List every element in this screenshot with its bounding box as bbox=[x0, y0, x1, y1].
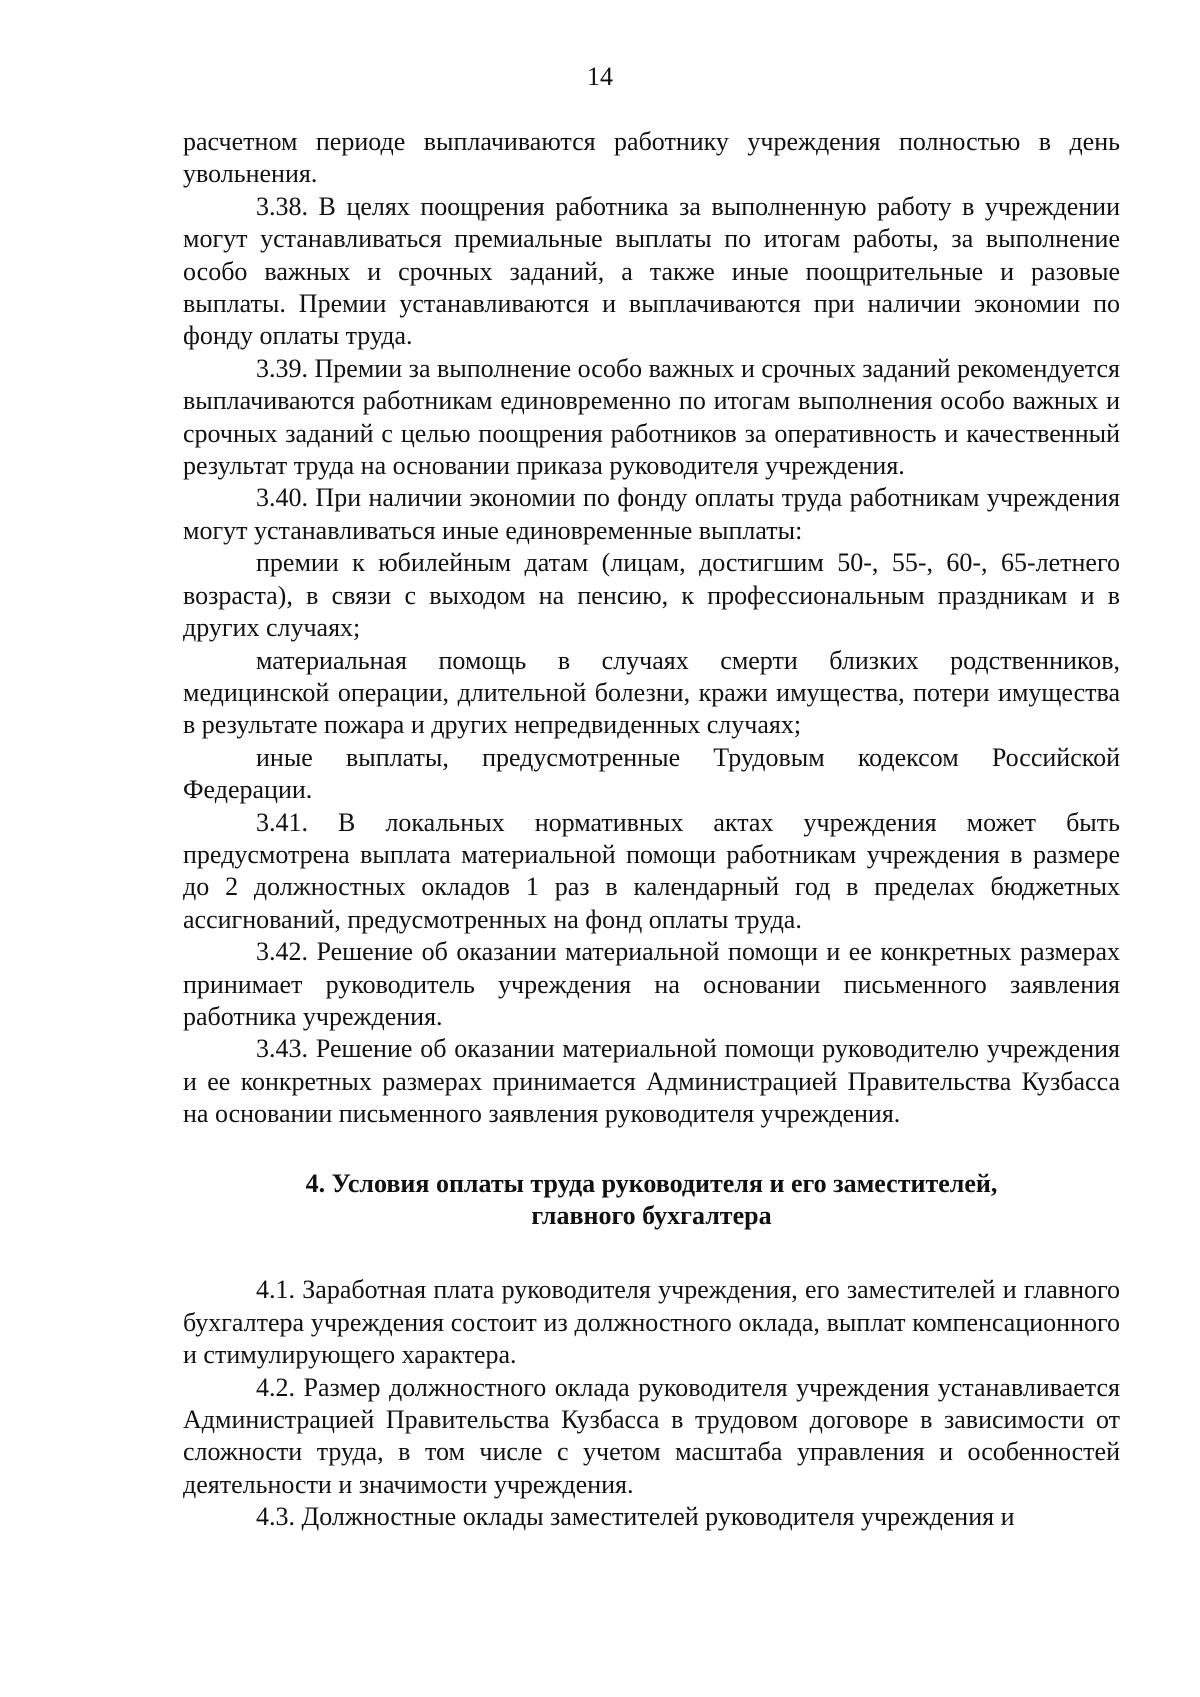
paragraph-4-2: 4.2. Размер должностного оклада руководителя учреждения устанавливается Администрацией Правительства Кузбасса в трудовом договоре в зависимости от сложности труда, в том числе с учетом масштаба управления и особенностей деятельности и значимости учреждения. bbox=[183, 1372, 1120, 1499]
paragraph-continuation: расчетном периоде выплачиваются работнику учреждения полностью в день увольнения. bbox=[183, 127, 1120, 189]
paragraph-4-1: 4.1. Заработная плата руководителя учреждения, его заместителей и главного бухгалтера учреждения состоит из должностного оклада, выплат компенсационного и стимулирующего характера. bbox=[183, 1275, 1120, 1370]
section-heading-line-1: 4. Условия оплаты труда руководителя и его заместителей, bbox=[305, 1168, 998, 1198]
document-body bbox=[183, 126, 1120, 1534]
paragraph-4-3: 4.3. Должностные оклады заместителей руководителя учреждения и bbox=[256, 1502, 1015, 1532]
section-heading-line-2: главного бухгалтера bbox=[531, 1201, 772, 1230]
list-item-other-payments: иные выплаты, предусмотренные Трудовым кодексом Российской Федерации. bbox=[183, 742, 1120, 805]
paragraph-3-42: 3.42. Решение об оказании материальной помощи и ее конкретных размерах принимает руководитель учреждения на основании письменного заявления работника учреждения. bbox=[183, 937, 1120, 1031]
list-item-anniversary-bonuses: премии к юбилейным датам (лицам, достигшим 50-, 55-, 60-, 65-летнего возраста), в связи с выходом на пенсию, к профессиональным праздникам и в других случаях; bbox=[183, 548, 1120, 643]
paragraph-3-39: 3.39. Премии за выполнение особо важных и срочных заданий рекомендуется выплачиваются работникам единовременно по итогам выполнения особо важных и срочных заданий с целью поощрения работников за оперативность и качественный результат труда на основании приказа руководителя учреждения. bbox=[183, 353, 1120, 481]
paragraph-3-38: 3.38. В целях поощрения работника за выполненную работу в учреждении могут устанавливаться премиальные выплаты по итогам работы, за выполнение особо важных и срочных заданий, а также иные поощрительные и разовые выплаты. Премии устанавливаются и выплачиваются при наличии экономии по фонду оплаты труда. bbox=[183, 191, 1120, 351]
paragraph-3-43: 3.43. Решение об оказании материальной помощи руководителю учреждения и ее конкретных размерах принимается Администрацией Правительства Кузбасса на основании письменного заявления руководителя учреждения. bbox=[183, 1034, 1120, 1129]
paragraph-3-40: 3.40. При наличии экономии по фонду оплаты труда работникам учреждения могут устанавливаться иные единовременные выплаты: bbox=[183, 483, 1120, 545]
section-heading bbox=[183, 1168, 1120, 1233]
paragraph-3-41: 3.41. В локальных нормативных актах учреждения может быть предусмотрена выплата материальной помощи работникам учреждения в размере до 2 должностных окладов 1 раз в календарный год в пределах бюджетных ассигнований, предусмотренных на фонд оплаты труда. bbox=[183, 807, 1120, 934]
list-item-material-aid: материальная помощь в случаях смерти близких родственников, медицинской операции, длительной болезни, кражи имущества, потери имущества в результате пожара и других непредвиденных случаях; bbox=[183, 645, 1120, 740]
page-number: 14 bbox=[587, 62, 613, 91]
